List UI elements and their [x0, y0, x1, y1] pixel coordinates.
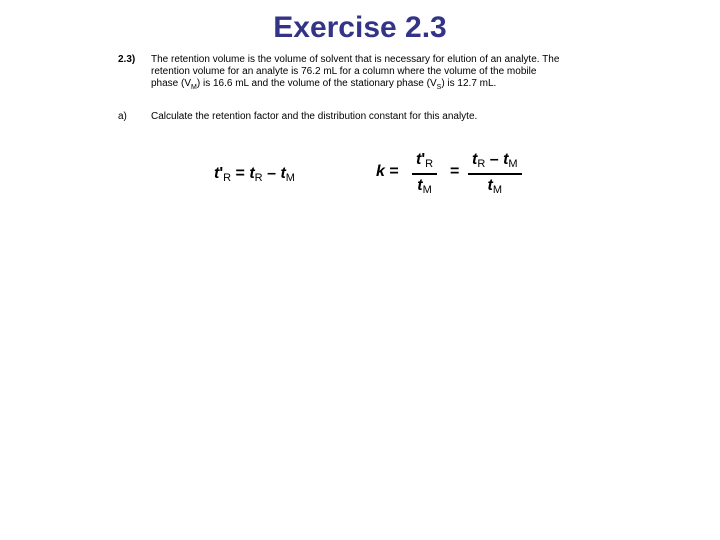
problem-number: 2.3)	[118, 54, 136, 65]
part-question: Calculate the retention factor and the distribution constant for this analyte.	[151, 111, 478, 122]
slide-title: Exercise 2.3	[273, 11, 447, 44]
fraction-adjusted-over-tm: $\frac{t'_R}{t_M}$	[412, 151, 437, 196]
fraction-difference-over-tm: $\frac{t_R - t_M}{t_M}$	[468, 151, 522, 196]
part-label: a)	[118, 111, 127, 122]
problem-statement: The retention volume is the volume of solvent that is necessary for elution of an analyte. The retention volume for an analyte is 76.2 mL for a column where the volume of the mobile phase $(V_M)$ is 16.6 mL and the volume of the stationary phase $(V_S)$ is 12.7 mL.	[151, 54, 560, 91]
retention-factor-equation: k =	[376, 163, 399, 180]
adjusted-retention-time-equation: $t'_R = t_R - t_M$	[214, 165, 295, 184]
equals-sign: =	[450, 163, 460, 180]
